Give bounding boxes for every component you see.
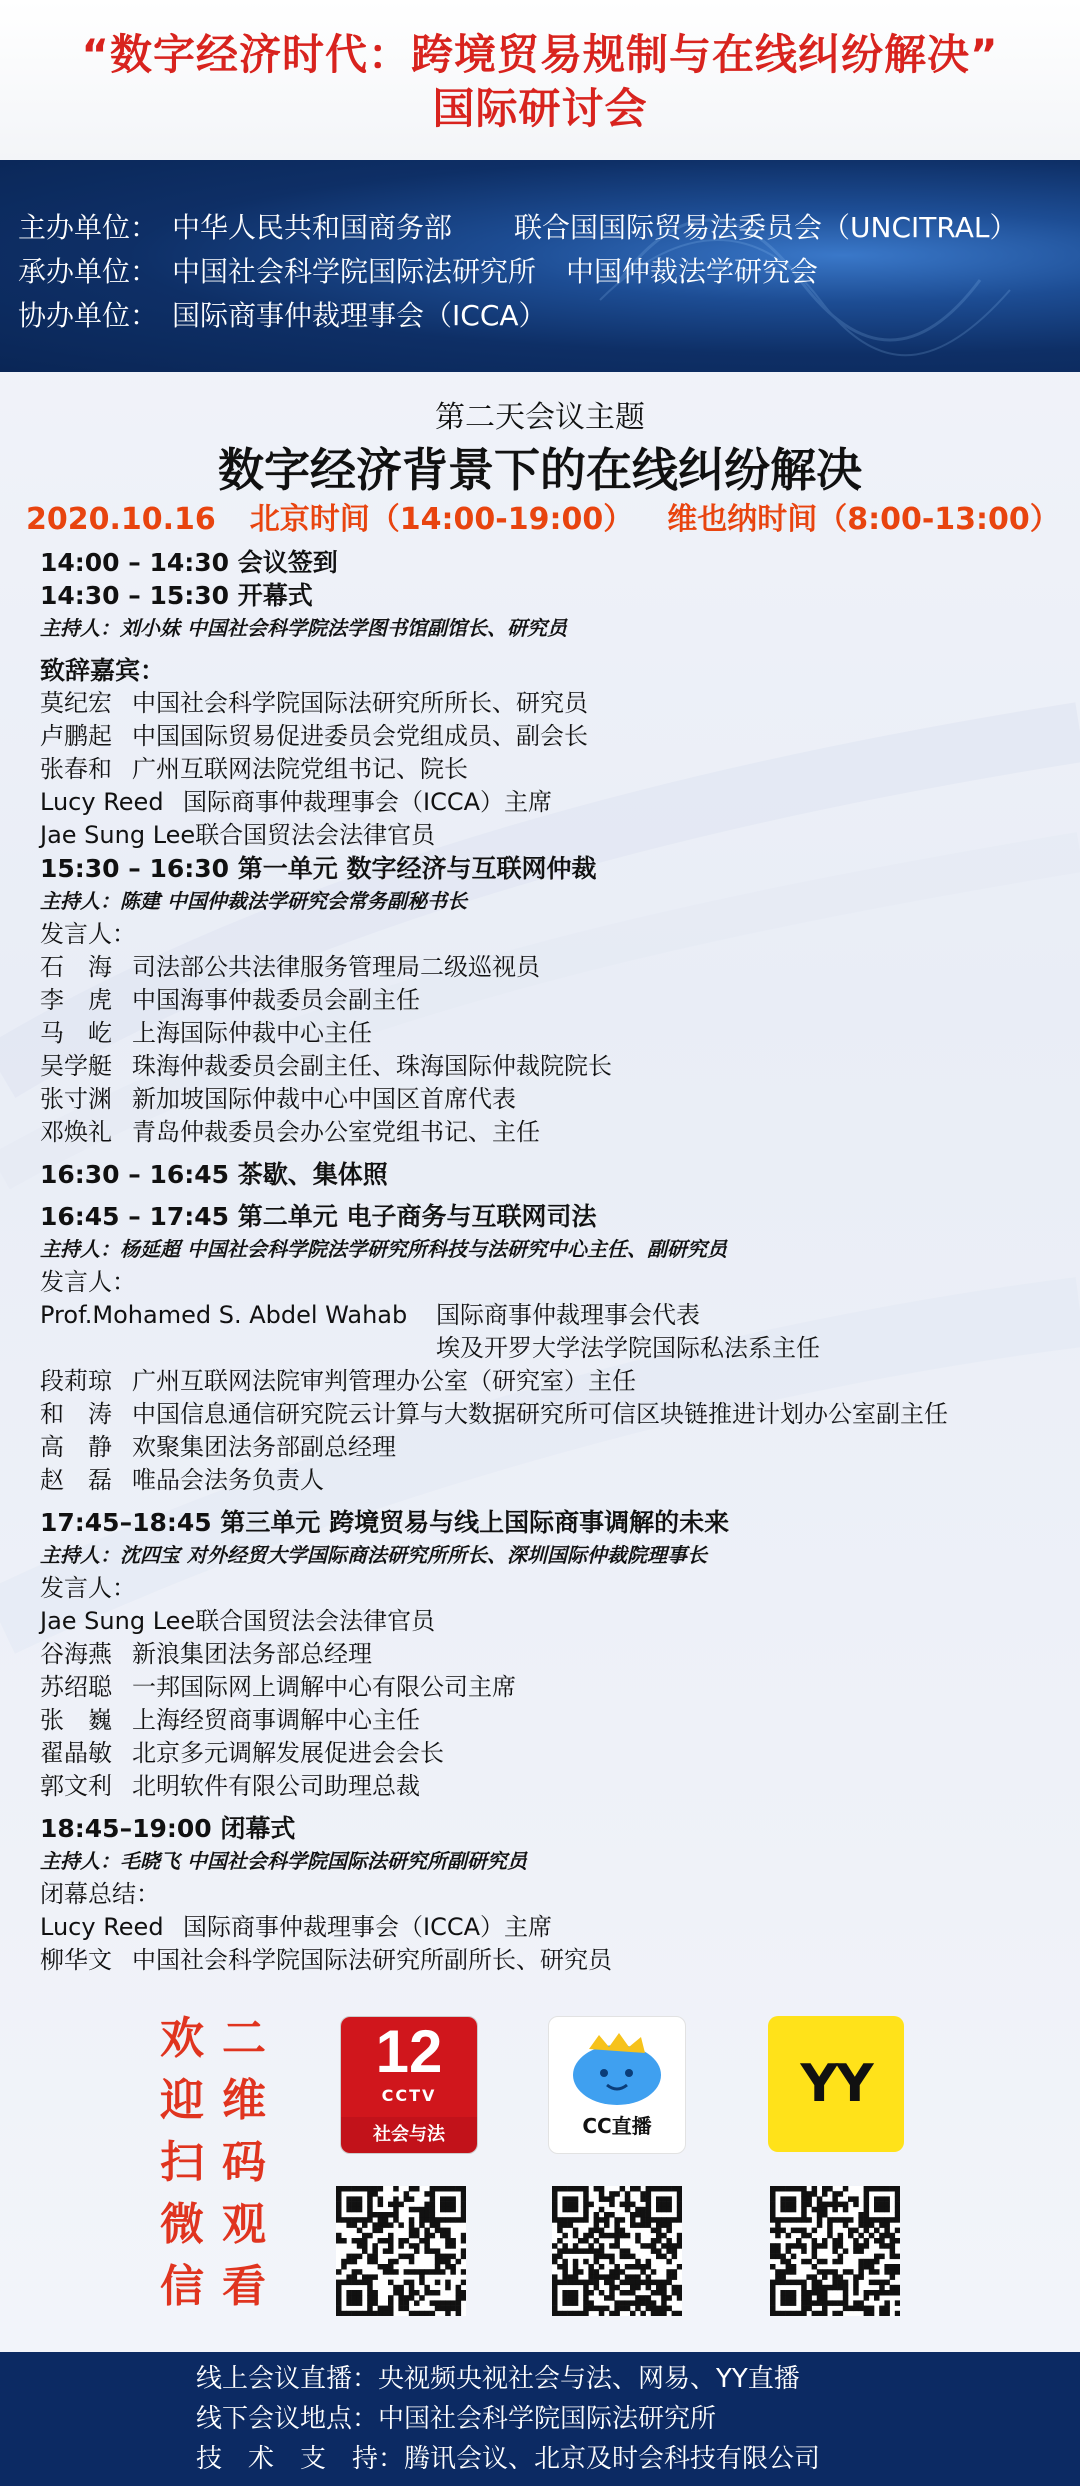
host-2: 联合国国际贸易法委员会（UNCITRAL） <box>514 211 1018 244</box>
coorganizer-1: 国际商事仲裁理事会（ICCA） <box>172 299 547 332</box>
unit3-slot: 17:45–18:45 第三单元 跨境贸易与线上国际商事调解的未来 <box>40 1508 730 1537</box>
list-item: 赵 磊 唯品会法务负责人 <box>40 1466 324 1494</box>
organizers-band <box>0 160 1080 372</box>
unit2-slot: 16:45 – 17:45 第二单元 电子商务与互联网司法 <box>40 1202 597 1231</box>
organizer-label: 承办单位： <box>18 255 159 288</box>
footer-tech: 技 术 支 持：腾讯会议、北京及时会科技有限公司 <box>196 2444 821 2474</box>
list-item: 吴学艇 珠海仲裁委员会副主任、珠海国际仲裁院院长 <box>40 1052 612 1080</box>
qr-code-cc[interactable] <box>552 2186 682 2316</box>
host-row <box>18 210 1017 246</box>
closing-summary-label: 闭幕总结： <box>40 1880 160 1908</box>
list-item: 段莉琼 广州互联网法院审判管理办公室（研究室）主任 <box>40 1367 636 1395</box>
day-theme-title: 数字经济背景下的在线纠纷解决 <box>218 443 862 497</box>
yy-logo[interactable] <box>768 2016 904 2152</box>
list-item: Jae Sung Lee联合国贸法会法律官员 <box>40 821 436 849</box>
qr-code-yy[interactable] <box>770 2186 900 2316</box>
unit3-host: 主持人：沈四宝 对外经贸大学国际商法研究所所长、深圳国际仲裁院理事长 <box>40 1543 707 1567</box>
cctv-number: 12 <box>375 2018 443 2085</box>
closing-slot: 18:45–19:00 闭幕式 <box>40 1814 296 1843</box>
list-item: Lucy Reed 国际商事仲裁理事会（ICCA）主席 <box>40 788 553 816</box>
list-item: 柳华文 中国社会科学院国际法研究所副所长、研究员 <box>40 1946 612 1974</box>
scan-text-col1: 欢 迎 扫 微 信 <box>160 2013 204 2312</box>
list-item: 和 涛 中国信息通信研究院云计算与大数据研究所可信区块链推进计划办公室副主任 <box>40 1400 948 1428</box>
opening-slot: 14:30 – 15:30 开幕式 <box>40 581 313 610</box>
yy-label: YY <box>800 2054 872 2114</box>
list-item: 高 静 欢聚集团法务部副总经理 <box>40 1433 396 1461</box>
list-item: 马 屹 上海国际仲裁中心主任 <box>40 1019 372 1047</box>
date-line <box>26 500 1066 540</box>
list-item: 张寸渊 新加坡国际仲裁中心中国区首席代表 <box>40 1085 516 1113</box>
footer-offline: 线下会议地点：中国社会科学院国际法研究所 <box>196 2404 717 2434</box>
unit1-speakers-label: 发言人： <box>40 920 136 948</box>
welcome-label: 致辞嘉宾： <box>40 656 166 685</box>
page-title: “数字经济时代：跨境贸易规制与在线纠纷解决” <box>81 30 999 79</box>
host-label: 主办单位： <box>18 211 159 244</box>
unit1-host: 主持人：陈建 中国仲裁法学研究会常务副秘书长 <box>40 889 467 913</box>
day-subtitle: 第二天会议主题 <box>435 400 645 435</box>
organizer-1: 中国社会科学院国际法研究所 <box>172 255 537 288</box>
beijing-time: 北京时间（14:00-19:00） <box>249 502 634 537</box>
list-item: 张春和 广州互联网法院党组书记、院长 <box>40 755 468 783</box>
list-item: 莫纪宏 中国社会科学院国际法研究所所长、研究员 <box>40 689 588 717</box>
cctv-channel: 社会与法 <box>341 2117 477 2153</box>
list-item: Lucy Reed 国际商事仲裁理事会（ICCA）主席 <box>40 1913 553 1941</box>
list-item: 谷海燕 新浪集团法务部总经理 <box>40 1640 372 1668</box>
list-item: 李 虎 中国海事仲裁委员会副主任 <box>40 986 420 1014</box>
cc-mascot-icon <box>549 2017 685 2117</box>
list-item: Prof.Mohamed S. Abdel Wahab 国际商事仲裁理事会代表 <box>40 1301 700 1329</box>
list-item: 苏绍聪 一邦国际网上调解中心有限公司主席 <box>40 1673 516 1701</box>
page-title-line2: 国际研讨会 <box>432 84 648 133</box>
footer-online: 线上会议直播：央视频央视社会与法、网易、YY直播 <box>196 2364 800 2394</box>
schedule <box>40 546 1070 1977</box>
coorganizer-row <box>18 298 547 334</box>
unit2-host: 主持人：杨延超 中国社会科学院法学研究所科技与法研究中心主任、副研究员 <box>40 1237 727 1261</box>
header <box>0 0 1080 160</box>
day-theme <box>0 398 1080 498</box>
scan-text-col2: 二 维 码 观 看 <box>222 2013 266 2312</box>
opening-host: 主持人：刘小妹 中国社会科学院法学图书馆副馆长、研究员 <box>40 616 567 640</box>
qr-code-cctv[interactable] <box>336 2186 466 2316</box>
host-1: 中华人民共和国商务部 <box>172 211 453 244</box>
vienna-time: 维也纳时间（8:00-13:00） <box>667 502 1060 537</box>
organizer-row <box>18 254 818 290</box>
list-item: 翟晶敏 北京多元调解发展促进会会长 <box>40 1739 444 1767</box>
footer <box>0 2352 1080 2486</box>
cc-label: CC直播 <box>582 2114 652 2138</box>
list-item: 埃及开罗大学法学院国际私法系主任 <box>436 1334 820 1362</box>
list-item: Jae Sung Lee联合国贸法会法律官员 <box>40 1607 436 1635</box>
closing-host: 主持人：毛晓飞 中国社会科学院国际法研究所副研究员 <box>40 1849 527 1873</box>
signin-slot: 14:00 – 14:30 会议签到 <box>40 548 338 577</box>
cc-live-logo[interactable] <box>548 2016 686 2154</box>
list-item: 卢鹏起 中国国际贸易促进委员会党组成员、副会长 <box>40 722 588 750</box>
unit1-slot: 15:30 – 16:30 第一单元 数字经济与互联网仲裁 <box>40 854 597 883</box>
organizer-2: 中国仲裁法学研究会 <box>566 255 819 288</box>
list-item: 郭文利 北明软件有限公司助理总裁 <box>40 1772 420 1800</box>
cctv12-logo[interactable] <box>340 2016 478 2154</box>
unit2-speakers-label: 发言人： <box>40 1268 136 1296</box>
unit3-speakers-label: 发言人： <box>40 1574 136 1602</box>
cctv-brand: CCTV <box>381 2086 437 2105</box>
list-item: 张 巍 上海经贸商事调解中心主任 <box>40 1706 420 1734</box>
list-item: 邓焕礼 青岛仲裁委员会办公室党组书记、主任 <box>40 1118 540 1146</box>
break-slot: 16:30 – 16:45 茶歇、集体照 <box>40 1160 388 1189</box>
coorganizer-label: 协办单位： <box>18 299 159 332</box>
list-item: 石 海 司法部公共法律服务管理局二级巡视员 <box>40 953 540 981</box>
date: 2020.10.16 <box>26 502 216 537</box>
